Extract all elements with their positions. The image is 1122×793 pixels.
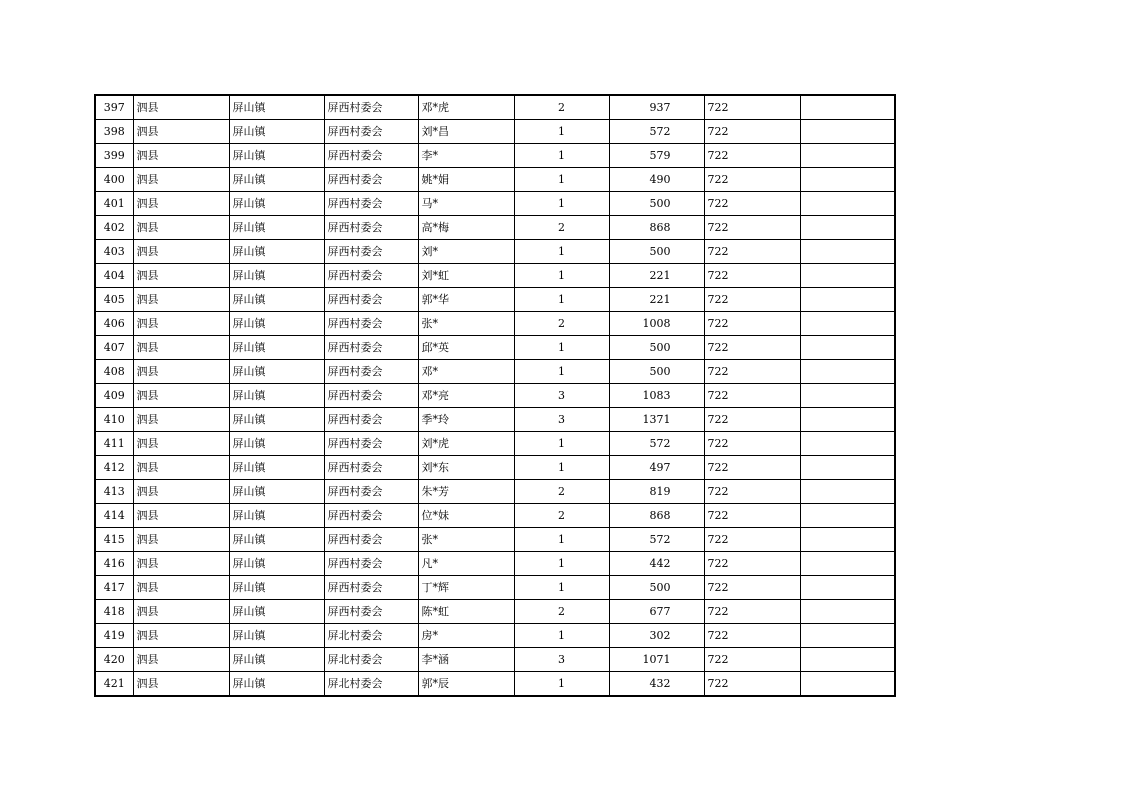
cell-remark <box>800 336 895 360</box>
cell-row-number: 415 <box>95 528 133 552</box>
cell-name: 郭*华 <box>418 288 514 312</box>
table-row <box>95 120 895 144</box>
cell-standard: 722 <box>704 144 800 168</box>
cell-village-committee: 屏西村委会 <box>324 168 418 192</box>
cell-household-size: 2 <box>514 480 609 504</box>
table-row <box>95 648 895 672</box>
cell-name: 姚*娟 <box>418 168 514 192</box>
cell-standard: 722 <box>704 288 800 312</box>
table-row <box>95 264 895 288</box>
cell-amount: 221 <box>609 264 704 288</box>
cell-amount: 500 <box>609 336 704 360</box>
cell-row-number: 397 <box>95 95 133 120</box>
cell-standard: 722 <box>704 312 800 336</box>
cell-amount: 819 <box>609 480 704 504</box>
cell-town: 屏山镇 <box>229 432 324 456</box>
cell-name: 刘* <box>418 240 514 264</box>
cell-village-committee: 屏西村委会 <box>324 120 418 144</box>
cell-remark <box>800 672 895 697</box>
cell-county: 泗县 <box>133 360 229 384</box>
cell-village-committee: 屏西村委会 <box>324 192 418 216</box>
cell-village-committee: 屏西村委会 <box>324 240 418 264</box>
table-row <box>95 144 895 168</box>
cell-row-number: 403 <box>95 240 133 264</box>
cell-household-size: 3 <box>514 648 609 672</box>
cell-county: 泗县 <box>133 552 229 576</box>
cell-amount: 500 <box>609 240 704 264</box>
cell-town: 屏山镇 <box>229 312 324 336</box>
cell-household-size: 1 <box>514 288 609 312</box>
cell-amount: 490 <box>609 168 704 192</box>
cell-remark <box>800 168 895 192</box>
cell-amount: 500 <box>609 192 704 216</box>
cell-amount: 500 <box>609 576 704 600</box>
cell-name: 马* <box>418 192 514 216</box>
cell-standard: 722 <box>704 216 800 240</box>
cell-name: 邱*英 <box>418 336 514 360</box>
cell-standard: 722 <box>704 552 800 576</box>
data-table <box>94 94 896 697</box>
cell-standard: 722 <box>704 264 800 288</box>
cell-town: 屏山镇 <box>229 240 324 264</box>
cell-amount: 500 <box>609 360 704 384</box>
cell-amount: 572 <box>609 432 704 456</box>
cell-row-number: 402 <box>95 216 133 240</box>
cell-remark <box>800 552 895 576</box>
cell-row-number: 409 <box>95 384 133 408</box>
cell-standard: 722 <box>704 432 800 456</box>
cell-name: 朱*芳 <box>418 480 514 504</box>
cell-household-size: 2 <box>514 95 609 120</box>
cell-row-number: 405 <box>95 288 133 312</box>
cell-row-number: 413 <box>95 480 133 504</box>
table-row <box>95 576 895 600</box>
table-row <box>95 504 895 528</box>
cell-name: 凡* <box>418 552 514 576</box>
cell-household-size: 1 <box>514 360 609 384</box>
cell-name: 李* <box>418 144 514 168</box>
cell-row-number: 401 <box>95 192 133 216</box>
cell-standard: 722 <box>704 456 800 480</box>
cell-village-committee: 屏北村委会 <box>324 624 418 648</box>
cell-standard: 722 <box>704 480 800 504</box>
cell-remark <box>800 288 895 312</box>
cell-village-committee: 屏西村委会 <box>324 336 418 360</box>
cell-name: 刘*昌 <box>418 120 514 144</box>
cell-standard: 722 <box>704 384 800 408</box>
cell-household-size: 2 <box>514 600 609 624</box>
cell-name: 高*梅 <box>418 216 514 240</box>
cell-row-number: 412 <box>95 456 133 480</box>
cell-name: 邓*虎 <box>418 95 514 120</box>
cell-town: 屏山镇 <box>229 336 324 360</box>
cell-household-size: 1 <box>514 336 609 360</box>
cell-village-committee: 屏北村委会 <box>324 672 418 697</box>
cell-row-number: 404 <box>95 264 133 288</box>
cell-town: 屏山镇 <box>229 264 324 288</box>
cell-town: 屏山镇 <box>229 216 324 240</box>
cell-row-number: 407 <box>95 336 133 360</box>
cell-name: 陈*虹 <box>418 600 514 624</box>
cell-row-number: 410 <box>95 408 133 432</box>
cell-standard: 722 <box>704 600 800 624</box>
cell-household-size: 1 <box>514 432 609 456</box>
cell-county: 泗县 <box>133 384 229 408</box>
cell-town: 屏山镇 <box>229 288 324 312</box>
table-row <box>95 312 895 336</box>
cell-remark <box>800 264 895 288</box>
cell-town: 屏山镇 <box>229 168 324 192</box>
cell-standard: 722 <box>704 95 800 120</box>
cell-town: 屏山镇 <box>229 408 324 432</box>
cell-amount: 1008 <box>609 312 704 336</box>
cell-name: 李*涵 <box>418 648 514 672</box>
cell-remark <box>800 240 895 264</box>
table-row <box>95 216 895 240</box>
cell-town: 屏山镇 <box>229 648 324 672</box>
cell-household-size: 1 <box>514 168 609 192</box>
cell-amount: 1071 <box>609 648 704 672</box>
cell-county: 泗县 <box>133 408 229 432</box>
cell-county: 泗县 <box>133 264 229 288</box>
cell-row-number: 417 <box>95 576 133 600</box>
cell-name: 位*妹 <box>418 504 514 528</box>
cell-household-size: 3 <box>514 408 609 432</box>
cell-town: 屏山镇 <box>229 95 324 120</box>
table-row <box>95 432 895 456</box>
cell-town: 屏山镇 <box>229 624 324 648</box>
cell-town: 屏山镇 <box>229 672 324 697</box>
table-row <box>95 336 895 360</box>
table-row <box>95 456 895 480</box>
cell-village-committee: 屏北村委会 <box>324 648 418 672</box>
cell-standard: 722 <box>704 168 800 192</box>
table-row <box>95 552 895 576</box>
cell-county: 泗县 <box>133 168 229 192</box>
cell-remark <box>800 600 895 624</box>
cell-name: 丁*辉 <box>418 576 514 600</box>
cell-remark <box>800 648 895 672</box>
table-row <box>95 408 895 432</box>
cell-county: 泗县 <box>133 672 229 697</box>
cell-town: 屏山镇 <box>229 456 324 480</box>
cell-county: 泗县 <box>133 528 229 552</box>
cell-village-committee: 屏西村委会 <box>324 432 418 456</box>
cell-remark <box>800 95 895 120</box>
cell-amount: 572 <box>609 528 704 552</box>
cell-row-number: 419 <box>95 624 133 648</box>
cell-name: 刘*虎 <box>418 432 514 456</box>
cell-remark <box>800 144 895 168</box>
table-row <box>95 528 895 552</box>
cell-household-size: 1 <box>514 192 609 216</box>
cell-amount: 1371 <box>609 408 704 432</box>
cell-county: 泗县 <box>133 144 229 168</box>
cell-village-committee: 屏西村委会 <box>324 528 418 552</box>
cell-remark <box>800 216 895 240</box>
cell-remark <box>800 384 895 408</box>
cell-row-number: 411 <box>95 432 133 456</box>
cell-county: 泗县 <box>133 480 229 504</box>
cell-remark <box>800 576 895 600</box>
cell-town: 屏山镇 <box>229 120 324 144</box>
cell-standard: 722 <box>704 648 800 672</box>
cell-county: 泗县 <box>133 216 229 240</box>
cell-county: 泗县 <box>133 336 229 360</box>
cell-household-size: 1 <box>514 240 609 264</box>
cell-amount: 868 <box>609 216 704 240</box>
cell-household-size: 2 <box>514 216 609 240</box>
cell-row-number: 400 <box>95 168 133 192</box>
cell-standard: 722 <box>704 624 800 648</box>
cell-village-committee: 屏西村委会 <box>324 264 418 288</box>
cell-county: 泗县 <box>133 648 229 672</box>
cell-household-size: 2 <box>514 312 609 336</box>
cell-row-number: 414 <box>95 504 133 528</box>
cell-amount: 937 <box>609 95 704 120</box>
cell-name: 刘*东 <box>418 456 514 480</box>
cell-standard: 722 <box>704 576 800 600</box>
cell-amount: 442 <box>609 552 704 576</box>
cell-name: 邓*亮 <box>418 384 514 408</box>
cell-name: 季*玲 <box>418 408 514 432</box>
cell-county: 泗县 <box>133 312 229 336</box>
cell-amount: 1083 <box>609 384 704 408</box>
cell-village-committee: 屏西村委会 <box>324 95 418 120</box>
table-row <box>95 624 895 648</box>
cell-town: 屏山镇 <box>229 192 324 216</box>
cell-town: 屏山镇 <box>229 480 324 504</box>
cell-household-size: 1 <box>514 528 609 552</box>
table-row <box>95 192 895 216</box>
cell-row-number: 420 <box>95 648 133 672</box>
cell-amount: 677 <box>609 600 704 624</box>
table-row <box>95 95 895 120</box>
cell-county: 泗县 <box>133 456 229 480</box>
cell-standard: 722 <box>704 408 800 432</box>
cell-town: 屏山镇 <box>229 576 324 600</box>
cell-household-size: 1 <box>514 672 609 697</box>
cell-town: 屏山镇 <box>229 384 324 408</box>
table-row <box>95 240 895 264</box>
cell-county: 泗县 <box>133 120 229 144</box>
cell-amount: 432 <box>609 672 704 697</box>
cell-standard: 722 <box>704 120 800 144</box>
cell-name: 郭*辰 <box>418 672 514 697</box>
table-row <box>95 288 895 312</box>
cell-town: 屏山镇 <box>229 600 324 624</box>
cell-county: 泗县 <box>133 504 229 528</box>
cell-household-size: 2 <box>514 504 609 528</box>
cell-village-committee: 屏西村委会 <box>324 384 418 408</box>
cell-village-committee: 屏西村委会 <box>324 360 418 384</box>
cell-standard: 722 <box>704 192 800 216</box>
cell-remark <box>800 480 895 504</box>
cell-village-committee: 屏西村委会 <box>324 576 418 600</box>
cell-standard: 722 <box>704 504 800 528</box>
table-row <box>95 360 895 384</box>
cell-household-size: 3 <box>514 384 609 408</box>
table-row <box>95 480 895 504</box>
cell-village-committee: 屏西村委会 <box>324 600 418 624</box>
cell-row-number: 421 <box>95 672 133 697</box>
cell-town: 屏山镇 <box>229 144 324 168</box>
cell-row-number: 418 <box>95 600 133 624</box>
cell-standard: 722 <box>704 240 800 264</box>
cell-name: 刘*虹 <box>418 264 514 288</box>
cell-household-size: 1 <box>514 552 609 576</box>
cell-town: 屏山镇 <box>229 360 324 384</box>
cell-remark <box>800 432 895 456</box>
cell-village-committee: 屏西村委会 <box>324 456 418 480</box>
cell-row-number: 399 <box>95 144 133 168</box>
cell-name: 邓* <box>418 360 514 384</box>
table-row <box>95 672 895 697</box>
cell-name: 房* <box>418 624 514 648</box>
cell-county: 泗县 <box>133 95 229 120</box>
cell-amount: 497 <box>609 456 704 480</box>
cell-amount: 302 <box>609 624 704 648</box>
cell-remark <box>800 192 895 216</box>
cell-county: 泗县 <box>133 192 229 216</box>
cell-remark <box>800 528 895 552</box>
cell-village-committee: 屏西村委会 <box>324 216 418 240</box>
cell-village-committee: 屏西村委会 <box>324 144 418 168</box>
cell-standard: 722 <box>704 360 800 384</box>
cell-county: 泗县 <box>133 432 229 456</box>
cell-standard: 722 <box>704 336 800 360</box>
cell-remark <box>800 360 895 384</box>
cell-amount: 221 <box>609 288 704 312</box>
cell-household-size: 1 <box>514 264 609 288</box>
table-row <box>95 168 895 192</box>
cell-village-committee: 屏西村委会 <box>324 312 418 336</box>
table-row <box>95 600 895 624</box>
cell-standard: 722 <box>704 528 800 552</box>
cell-remark <box>800 624 895 648</box>
cell-county: 泗县 <box>133 288 229 312</box>
cell-row-number: 406 <box>95 312 133 336</box>
cell-remark <box>800 312 895 336</box>
table-body <box>95 95 895 696</box>
cell-village-committee: 屏西村委会 <box>324 480 418 504</box>
cell-county: 泗县 <box>133 240 229 264</box>
cell-household-size: 1 <box>514 624 609 648</box>
cell-remark <box>800 120 895 144</box>
cell-village-committee: 屏西村委会 <box>324 504 418 528</box>
cell-household-size: 1 <box>514 120 609 144</box>
cell-remark <box>800 408 895 432</box>
cell-village-committee: 屏西村委会 <box>324 288 418 312</box>
cell-town: 屏山镇 <box>229 504 324 528</box>
cell-amount: 868 <box>609 504 704 528</box>
cell-county: 泗县 <box>133 600 229 624</box>
cell-household-size: 1 <box>514 456 609 480</box>
cell-standard: 722 <box>704 672 800 697</box>
cell-county: 泗县 <box>133 576 229 600</box>
cell-name: 张* <box>418 528 514 552</box>
cell-town: 屏山镇 <box>229 528 324 552</box>
cell-village-committee: 屏西村委会 <box>324 408 418 432</box>
cell-row-number: 408 <box>95 360 133 384</box>
cell-remark <box>800 504 895 528</box>
cell-remark <box>800 456 895 480</box>
cell-household-size: 1 <box>514 144 609 168</box>
cell-amount: 579 <box>609 144 704 168</box>
cell-county: 泗县 <box>133 624 229 648</box>
cell-amount: 572 <box>609 120 704 144</box>
cell-name: 张* <box>418 312 514 336</box>
cell-village-committee: 屏西村委会 <box>324 552 418 576</box>
table-row <box>95 384 895 408</box>
cell-row-number: 398 <box>95 120 133 144</box>
cell-household-size: 1 <box>514 576 609 600</box>
cell-town: 屏山镇 <box>229 552 324 576</box>
cell-row-number: 416 <box>95 552 133 576</box>
